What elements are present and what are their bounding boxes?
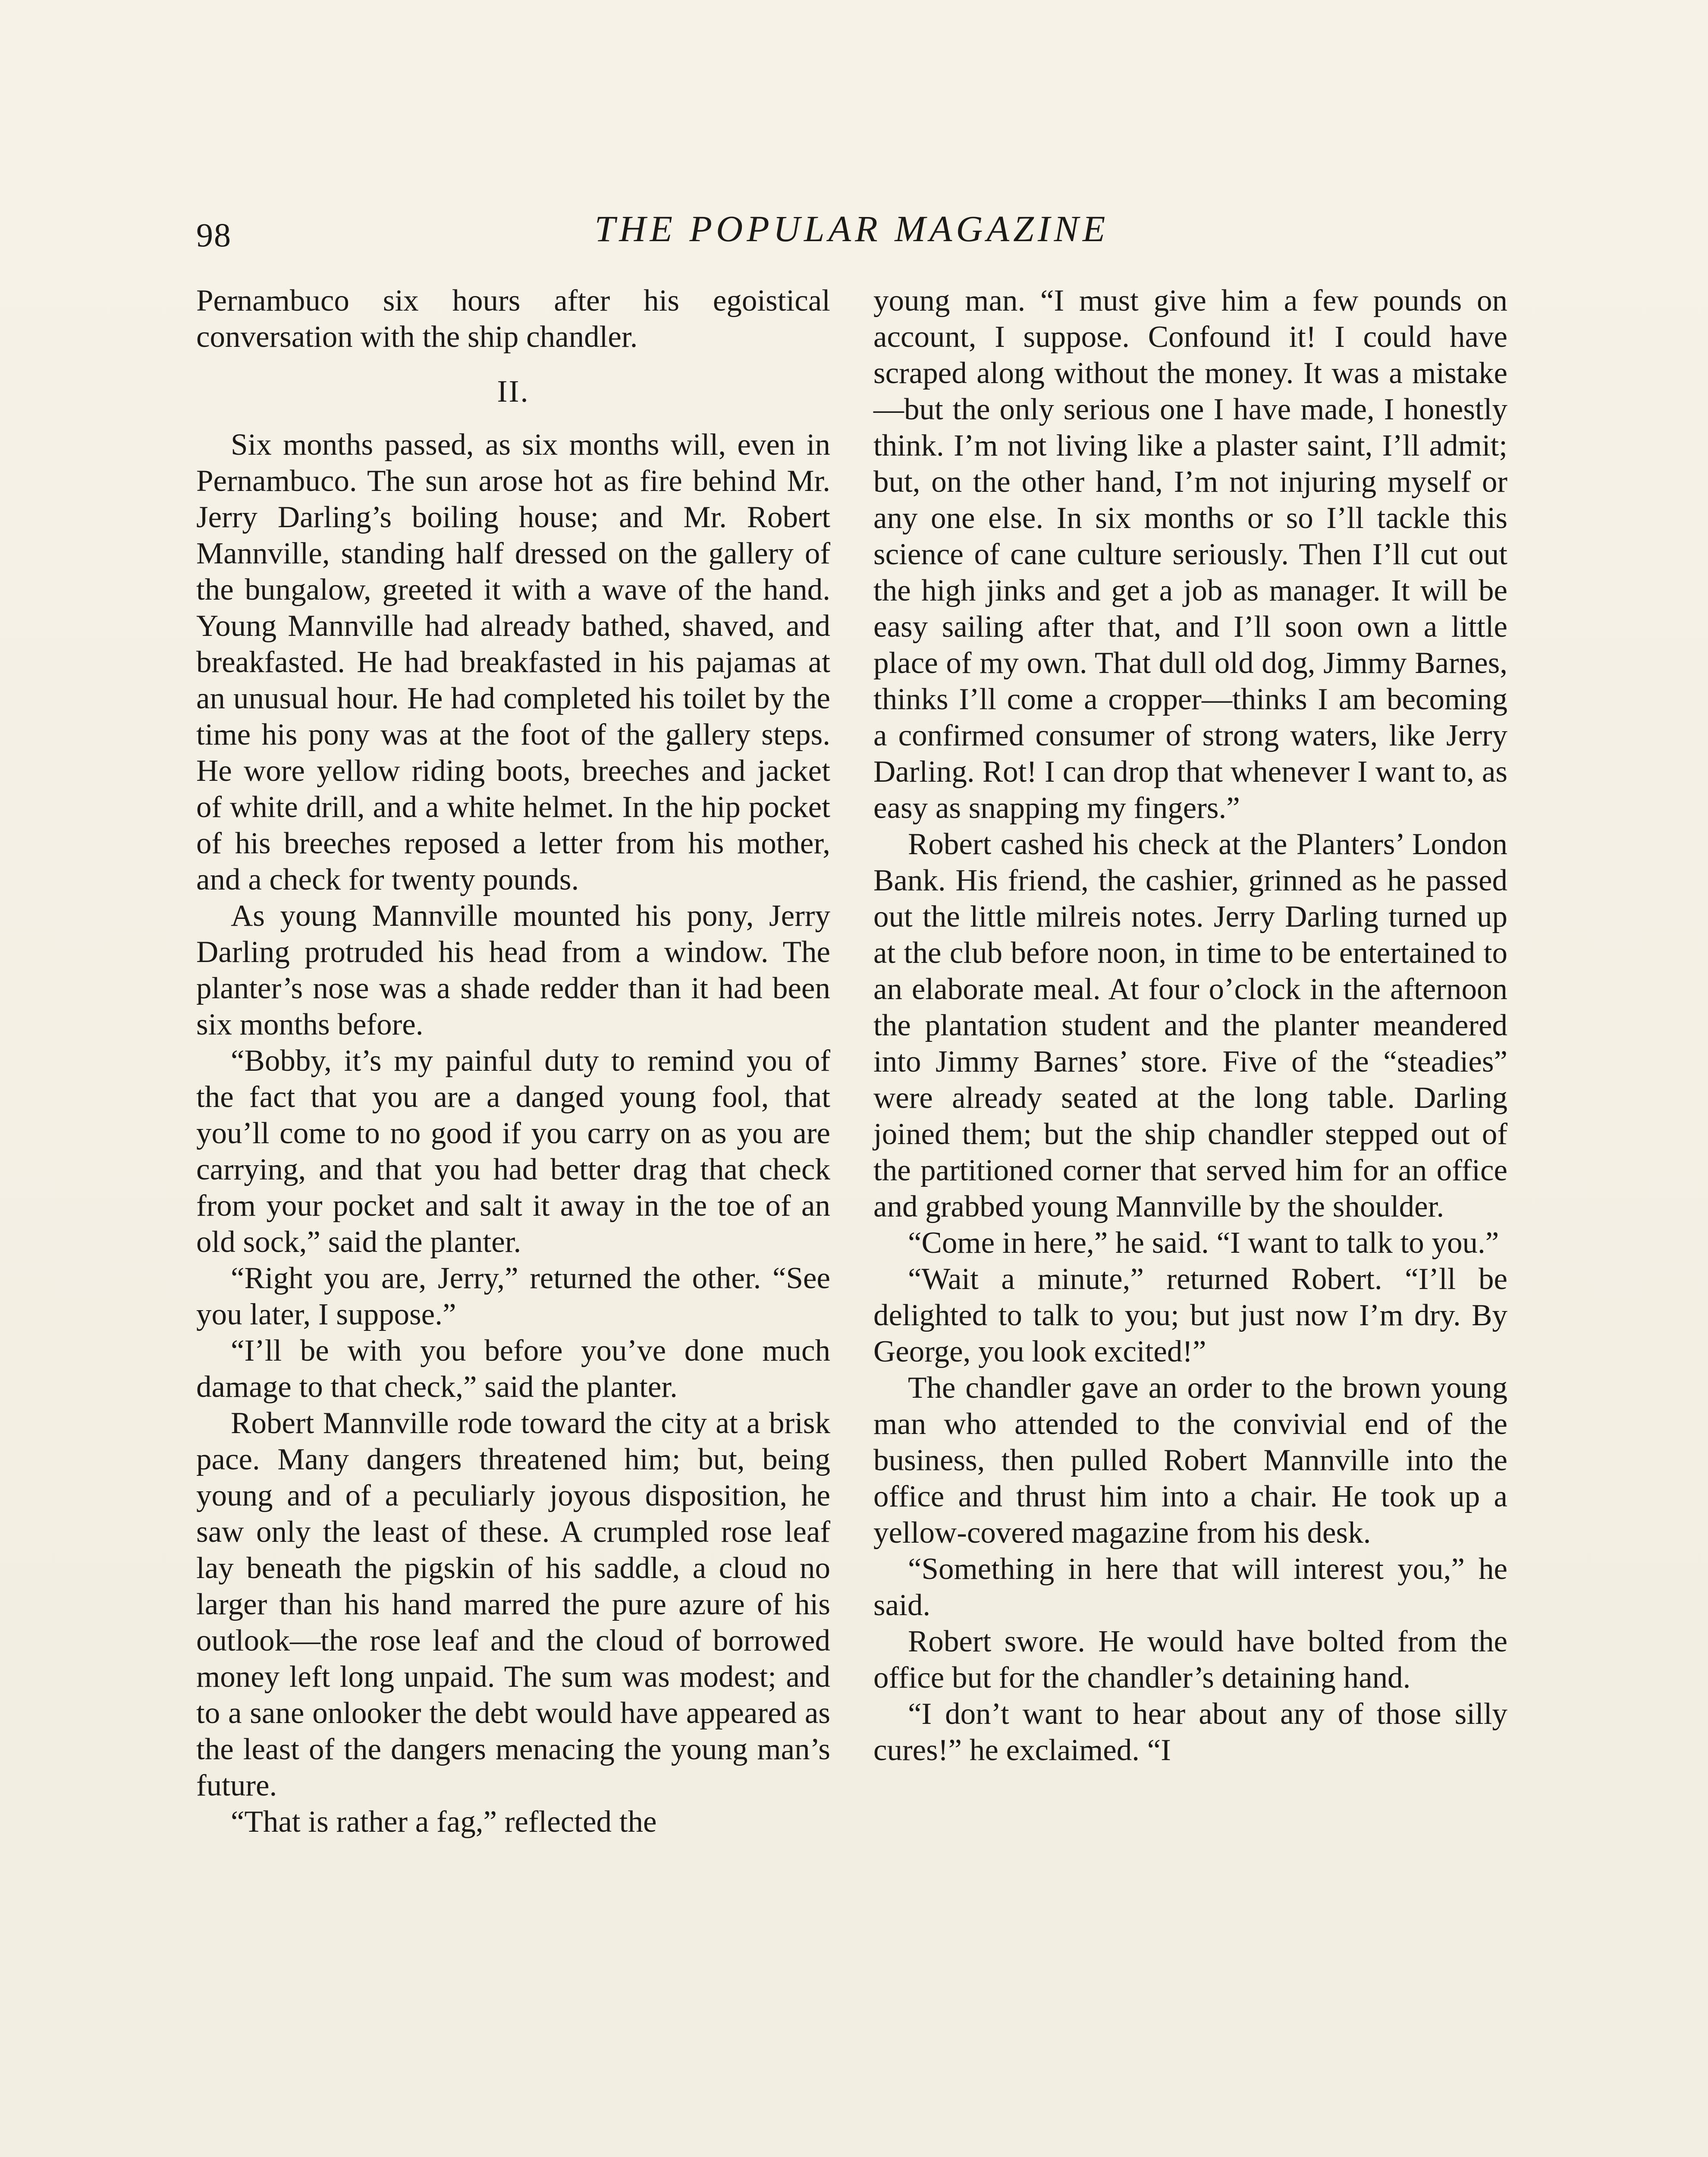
paragraph: “Something in here that will interest you,” he said. xyxy=(873,1552,1507,1622)
left-column xyxy=(196,283,830,1840)
paragraph: “Come in here,” he said. “I want to talk to you.” xyxy=(908,1226,1499,1260)
paragraph: Robert swore. He would have bolted from the office but for the chandler’s detaining hand. xyxy=(873,1625,1507,1695)
paragraph: “I don’t want to hear about any of those silly cures!” he exclaimed. “I xyxy=(873,1697,1507,1767)
paragraph: Pernambuco six hours after his egoistical conversation with the ship chandler. xyxy=(196,284,830,354)
paragraph: As young Mannville mounted his pony, Jerry Darling protruded his head from a window. The planter’s nose was a shade redder than it had been six months before. xyxy=(196,899,830,1041)
paragraph: “Right you are, Jerry,” returned the other. “See you later, I suppose.” xyxy=(196,1261,830,1331)
paragraph: Robert cashed his check at the Planters’ London Bank. His friend, the cashier, grinned as he passed out the little milreis notes. Jerry Darling turned up at the club before noon, in time to be entertained to an elaborate meal. At four o’clock in the afternoon the plantation student and the planter meandered into Jimmy Barnes’ store. Five of the “steadies” were already seated at the long table. Darling joined them; but the ship chandler stepped out of the partitioned corner that served him for an office and grabbed young Mannville by the shoulder. xyxy=(873,827,1507,1223)
paragraph: Six months passed, as six months will, even in Pernambuco. The sun arose hot as fire behind Mr. Jerry Darling’s boiling house; and Mr. Robert Mannville, standing half dressed on the gallery of the bungalow, greeted it with a wave of the hand. Young Mannville had already bathed, shaved, and breakfasted. He had breakfasted in his pajamas at an unusual hour. He had completed his toilet by the time his pony was at the foot of the gallery steps. He wore yellow riding boots, breeches and jacket of white drill, and a white helmet. In the hip pocket of his breeches reposed a letter from his mother, and a check for twenty pounds. xyxy=(196,428,830,896)
paragraph: “Bobby, it’s my painful duty to remind you of the fact that you are a danged young fool, that you’ll come to no good if you carry on as you are carrying, and that you had better drag that check from your pocket and salt it away in the toe of an old sock,” said the planter. xyxy=(196,1044,830,1259)
page-header xyxy=(196,203,1507,255)
right-column xyxy=(873,283,1507,1768)
paragraph: young man. “I must give him a few pounds on account, I suppose. Confound it! I could have scraped along without the money. It was a mistake—but the only serious one I have made, I honestly think. I’m not living like a plaster saint, I’ll admit; but, on the other hand, I’m not injuring myself or any one else. In six months or so I’ll tackle this science of cane culture seriously. Then I’ll cut out the high jinks and get a job as manager. It will be easy sailing after that, and I’ll soon own a little place of my own. That dull old dog, Jimmy Barnes, thinks I’ll come a cropper—thinks I am becoming a confirmed consumer of strong waters, like Jerry Darling. Rot! I can drop that whenever I want to, as easy as snapping my fingers.” xyxy=(873,284,1507,825)
paragraph: The chandler gave an order to the brown young man who attended to the convivial end of the business, then pulled Robert Mannville into the office and thrust him into a chair. He took up a yellow-covered magazine from his desk. xyxy=(873,1371,1507,1550)
paragraph: Robert Mannville rode toward the city at a brisk pace. Many dangers threatened him; but, being young and of a peculiarly joyous disposition, he saw only the least of these. A crumpled rose leaf lay beneath the pigskin of his saddle, a cloud no larger than his hand marred the pure azure of his outlook—the rose leaf and the cloud of borrowed money left long unpaid. The sum was modest; and to a sane onlooker the debt would have appeared as the least of the dangers menacing the young man’s future. xyxy=(196,1406,830,1802)
paragraph: “I’ll be with you before you’ve done much damage to that check,” said the planter. xyxy=(196,1334,830,1404)
section-numeral: II. xyxy=(497,374,530,409)
paragraph: “That is rather a fag,” reflected the xyxy=(231,1805,657,1839)
running-title: THE POPULAR MAGAZINE xyxy=(594,208,1109,249)
paragraph: “Wait a minute,” returned Robert. “I’ll be delighted to talk to you; but just now I’m dry. By George, you look excited!” xyxy=(873,1262,1507,1368)
page-number: 98 xyxy=(196,216,232,254)
